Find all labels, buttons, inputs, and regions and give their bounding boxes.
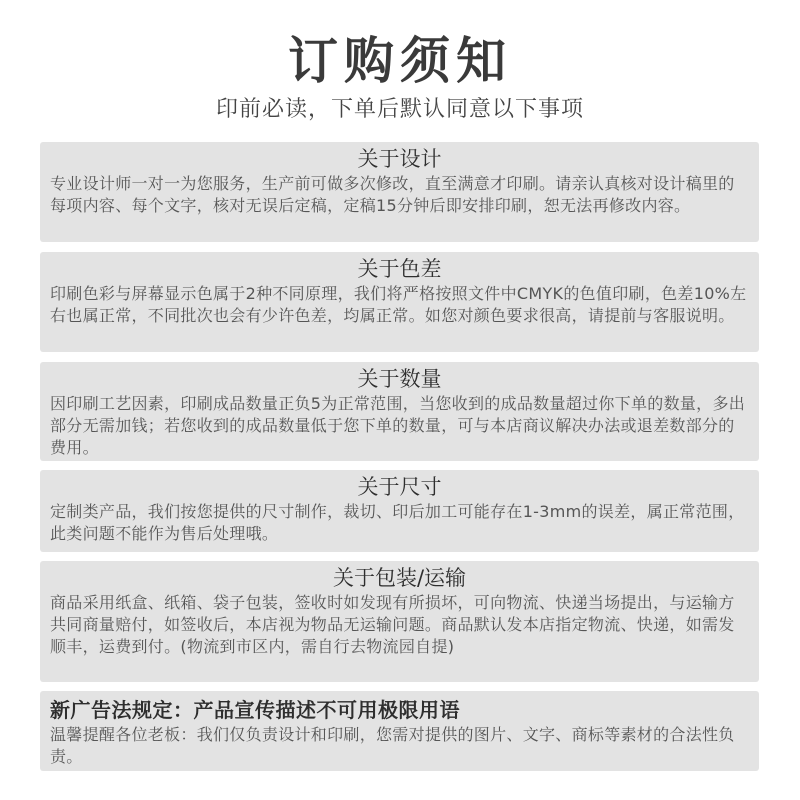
section-design — [40, 142, 759, 242]
section-heading: 关于设计 — [357, 147, 442, 171]
section-body: 因印刷工艺因素，印刷成品数量正负5为正常范围，当您收到的成品数量超过你下单的数量，多出部分无需加钱；若您收到的成品数量低于您下单的数量，可与本店商议解决办法或退差数部分的费用。 — [50, 394, 746, 457]
page-subtitle: 印前必读，下单后默认同意以下事项 — [215, 97, 584, 122]
section-quantity — [40, 362, 759, 461]
page-title: 订购须知 — [288, 32, 512, 90]
section-heading: 新广告法规定：产品宣传描述不可用极限用语 — [50, 698, 460, 722]
section-heading: 关于数量 — [357, 367, 442, 391]
section-color-difference — [40, 252, 759, 352]
section-advertising-law — [40, 691, 759, 771]
section-heading: 关于包装/运输 — [332, 566, 467, 590]
section-heading: 关于尺寸 — [357, 475, 442, 499]
section-body: 商品采用纸盒、纸箱、袋子包装，签收时如发现有所损坏，可向物流、快递当场提出，与运输方共同商量赔付，如签收后，本店视为物品无运输问题。商品默认发本店指定物流、快递，如需发顺丰，运费到付。(物流到市区内，需自行去物流园自提) — [50, 593, 735, 656]
section-packaging-shipping — [40, 561, 759, 682]
section-body: 温馨提醒各位老板：我们仅负责设计和印刷，您需对提供的图片、文字、商标等素材的合法性负责。 — [50, 725, 735, 766]
section-body: 定制类产品，我们按您提供的尺寸制作，裁切、印后加工可能存在1-3mm的误差，属正常范围，此类问题不能作为售后处理哦。 — [50, 502, 745, 543]
section-body: 专业设计师一对一为您服务，生产前可做多次修改，直至满意才印刷。请亲认真核对设计稿里的每项内容、每个文字，核对无误后定稿，定稿15分钟后即安排印刷，恕无法再修改内容。 — [50, 174, 735, 215]
section-size — [40, 470, 759, 552]
section-body: 印刷色彩与屏幕显示色属于2种不同原理，我们将严格按照文件中CMYK的色值印刷，色差10%左右也属正常，不同批次也会有少许色差，均属正常。如您对颜色要求很高，请提前与客服说明。 — [50, 284, 747, 325]
section-heading: 关于色差 — [357, 257, 442, 281]
